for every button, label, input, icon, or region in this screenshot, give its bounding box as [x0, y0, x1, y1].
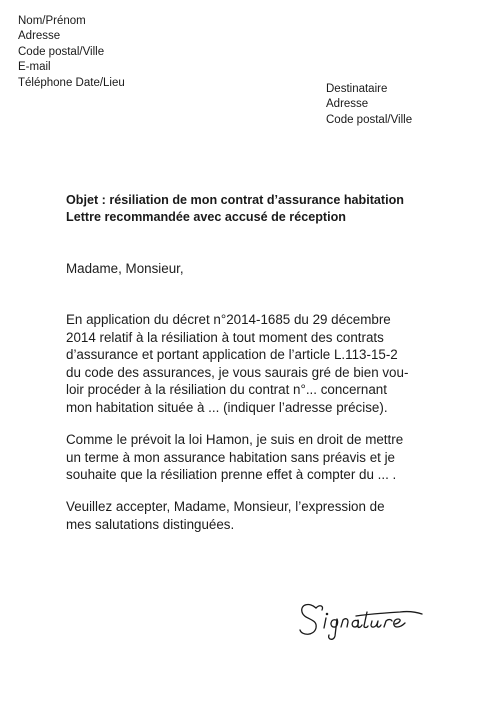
- recipient-address: Adresse: [326, 98, 369, 111]
- subject-line: Objet : résiliation de mon contrat d’assurance habitation: [66, 193, 404, 207]
- sender-phone-date-place: Téléphone Date/Lieu: [18, 76, 125, 89]
- registered-mail-line: Lettre recommandée avec accusé de réception: [66, 210, 346, 224]
- sender-email: E-mail: [18, 61, 51, 74]
- paragraph-line: loir procéder à la résiliation du contrat n°... concernant: [66, 382, 387, 398]
- subject-block: [66, 192, 404, 226]
- paragraph-line: d’assurance et portant application de l’article L.113-15-2: [66, 347, 398, 363]
- paragraph-line: mon habitation située à ... (indiquer l’adresse précise).: [66, 399, 388, 415]
- paragraph-line: un terme à mon assurance habitation sans préavis et je: [66, 449, 395, 465]
- sender-postal-city: Code postal/Ville: [18, 45, 105, 58]
- sender-name: Nom/Prénom: [18, 15, 86, 27]
- paragraph-hamon-law: [66, 431, 440, 484]
- sender-address: Adresse: [18, 30, 61, 43]
- paragraph-line: mes salutations distinguées.: [66, 516, 235, 532]
- paragraph-line: Comme le prévoit la loi Hamon, je suis en droit de mettre: [66, 432, 404, 447]
- recipient-block: [326, 82, 412, 128]
- paragraph-line: En application du décret n°2014-1685 du 29 décembre: [66, 312, 391, 327]
- paragraph-line: souhaite que la résiliation prenne effet à compter du ... .: [66, 467, 397, 483]
- paragraph-line: Veuillez accepter, Madame, Monsieur, l’expression de: [66, 499, 385, 514]
- sender-block: [18, 14, 125, 91]
- paragraph-line: du code des assurances, je vous saurais gré de bien vou-: [66, 364, 409, 380]
- handwritten-signature: [296, 594, 426, 642]
- paragraph-decree: [66, 311, 440, 417]
- paragraph-closing: [66, 498, 440, 533]
- paragraph-line: 2014 relatif à la résiliation à tout moment des contrats: [66, 329, 384, 345]
- recipient-postal-city: Code postal/Ville: [326, 113, 413, 126]
- recipient-name: Destinataire: [326, 83, 388, 95]
- salutation: Madame, Monsieur,: [66, 261, 184, 276]
